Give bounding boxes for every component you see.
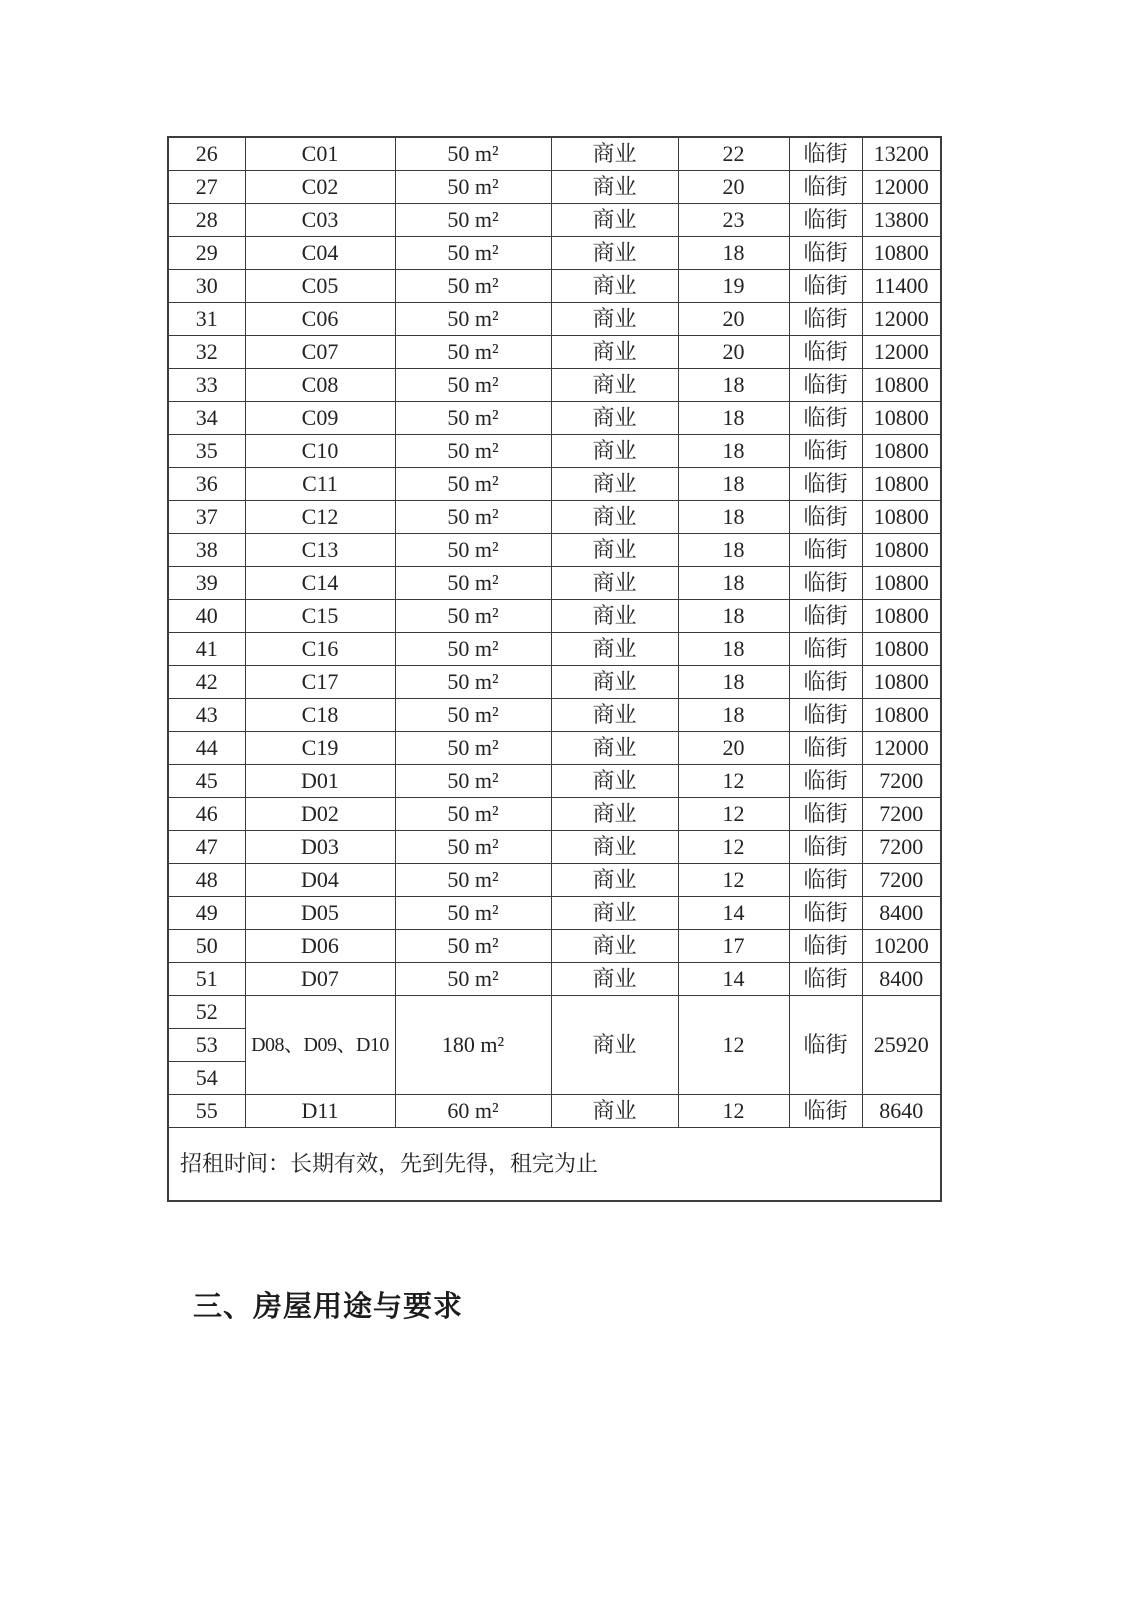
cell-rate: 18 bbox=[678, 402, 789, 435]
cell-no: 55 bbox=[168, 1095, 245, 1128]
cell-street: 临街 bbox=[789, 402, 862, 435]
cell-street: 临街 bbox=[789, 996, 862, 1095]
cell-unit: C13 bbox=[245, 534, 395, 567]
table-row bbox=[168, 600, 941, 633]
table-row bbox=[168, 237, 941, 270]
cell-price: 8640 bbox=[862, 1095, 941, 1128]
cell-price: 10800 bbox=[862, 237, 941, 270]
cell-street: 临街 bbox=[789, 699, 862, 732]
cell-no: 49 bbox=[168, 897, 245, 930]
cell-area: 50 m² bbox=[395, 435, 551, 468]
cell-area: 50 m² bbox=[395, 732, 551, 765]
cell-no: 36 bbox=[168, 468, 245, 501]
cell-type: 商业 bbox=[551, 765, 678, 798]
cell-area: 50 m² bbox=[395, 369, 551, 402]
table-row bbox=[168, 1095, 941, 1128]
cell-no: 54 bbox=[168, 1062, 245, 1095]
cell-no: 29 bbox=[168, 237, 245, 270]
cell-price: 12000 bbox=[862, 732, 941, 765]
cell-area: 50 m² bbox=[395, 699, 551, 732]
cell-price: 10800 bbox=[862, 534, 941, 567]
cell-street: 临街 bbox=[789, 897, 862, 930]
cell-type: 商业 bbox=[551, 864, 678, 897]
cell-street: 临街 bbox=[789, 765, 862, 798]
table-row bbox=[168, 435, 941, 468]
cell-street: 临街 bbox=[789, 732, 862, 765]
cell-rate: 14 bbox=[678, 897, 789, 930]
cell-unit: C11 bbox=[245, 468, 395, 501]
cell-area: 50 m² bbox=[395, 137, 551, 171]
cell-street: 临街 bbox=[789, 336, 862, 369]
cell-area: 50 m² bbox=[395, 237, 551, 270]
cell-area: 50 m² bbox=[395, 270, 551, 303]
table-row bbox=[168, 303, 941, 336]
cell-rate: 18 bbox=[678, 369, 789, 402]
cell-rate: 22 bbox=[678, 137, 789, 171]
cell-rate: 12 bbox=[678, 831, 789, 864]
cell-price: 12000 bbox=[862, 171, 941, 204]
cell-price: 10800 bbox=[862, 666, 941, 699]
cell-no: 42 bbox=[168, 666, 245, 699]
cell-no: 31 bbox=[168, 303, 245, 336]
cell-price: 10800 bbox=[862, 402, 941, 435]
cell-area: 50 m² bbox=[395, 897, 551, 930]
cell-no: 46 bbox=[168, 798, 245, 831]
table-row bbox=[168, 270, 941, 303]
cell-rate: 18 bbox=[678, 501, 789, 534]
cell-type: 商业 bbox=[551, 270, 678, 303]
cell-unit: C18 bbox=[245, 699, 395, 732]
cell-price: 10800 bbox=[862, 468, 941, 501]
cell-unit: D08、D09、D10 bbox=[245, 996, 395, 1095]
table-body bbox=[168, 137, 941, 1128]
cell-type: 商业 bbox=[551, 996, 678, 1095]
cell-price: 7200 bbox=[862, 831, 941, 864]
cell-unit: C07 bbox=[245, 336, 395, 369]
cell-area: 50 m² bbox=[395, 600, 551, 633]
cell-unit: D07 bbox=[245, 963, 395, 996]
section-heading: 三、房屋用途与要求 bbox=[193, 1291, 464, 1323]
cell-street: 临街 bbox=[789, 963, 862, 996]
cell-street: 临街 bbox=[789, 831, 862, 864]
cell-price: 7200 bbox=[862, 798, 941, 831]
cell-area: 50 m² bbox=[395, 171, 551, 204]
table-row bbox=[168, 171, 941, 204]
cell-rate: 18 bbox=[678, 633, 789, 666]
cell-no: 27 bbox=[168, 171, 245, 204]
cell-street: 临街 bbox=[789, 1095, 862, 1128]
cell-street: 临街 bbox=[789, 204, 862, 237]
cell-no: 38 bbox=[168, 534, 245, 567]
table-row bbox=[168, 798, 941, 831]
cell-rate: 12 bbox=[678, 1095, 789, 1128]
cell-unit: D02 bbox=[245, 798, 395, 831]
cell-price: 8400 bbox=[862, 963, 941, 996]
cell-type: 商业 bbox=[551, 402, 678, 435]
cell-price: 11400 bbox=[862, 270, 941, 303]
cell-street: 临街 bbox=[789, 369, 862, 402]
cell-street: 临街 bbox=[789, 237, 862, 270]
table-row bbox=[168, 996, 941, 1029]
cell-unit: C05 bbox=[245, 270, 395, 303]
cell-rate: 12 bbox=[678, 798, 789, 831]
cell-no: 48 bbox=[168, 864, 245, 897]
cell-no: 45 bbox=[168, 765, 245, 798]
cell-price: 7200 bbox=[862, 864, 941, 897]
cell-unit: C16 bbox=[245, 633, 395, 666]
cell-price: 12000 bbox=[862, 303, 941, 336]
table-foot bbox=[168, 1128, 941, 1202]
cell-price: 13800 bbox=[862, 204, 941, 237]
table-row bbox=[168, 897, 941, 930]
cell-type: 商业 bbox=[551, 435, 678, 468]
cell-street: 临街 bbox=[789, 270, 862, 303]
table-row bbox=[168, 666, 941, 699]
table-row bbox=[168, 633, 941, 666]
cell-area: 50 m² bbox=[395, 666, 551, 699]
cell-rate: 20 bbox=[678, 303, 789, 336]
cell-street: 临街 bbox=[789, 600, 862, 633]
cell-price: 10800 bbox=[862, 435, 941, 468]
cell-rate: 18 bbox=[678, 237, 789, 270]
cell-rate: 18 bbox=[678, 534, 789, 567]
cell-unit: C14 bbox=[245, 567, 395, 600]
cell-rate: 20 bbox=[678, 336, 789, 369]
table-row bbox=[168, 204, 941, 237]
cell-price: 8400 bbox=[862, 897, 941, 930]
cell-rate: 18 bbox=[678, 435, 789, 468]
cell-unit: D05 bbox=[245, 897, 395, 930]
cell-unit: C08 bbox=[245, 369, 395, 402]
cell-area: 50 m² bbox=[395, 501, 551, 534]
cell-no: 39 bbox=[168, 567, 245, 600]
cell-street: 临街 bbox=[789, 303, 862, 336]
cell-area: 50 m² bbox=[395, 633, 551, 666]
cell-area: 50 m² bbox=[395, 798, 551, 831]
cell-no: 26 bbox=[168, 137, 245, 171]
cell-no: 28 bbox=[168, 204, 245, 237]
cell-price: 25920 bbox=[862, 996, 941, 1095]
cell-price: 10200 bbox=[862, 930, 941, 963]
cell-rate: 12 bbox=[678, 996, 789, 1095]
cell-area: 50 m² bbox=[395, 864, 551, 897]
table-row bbox=[168, 930, 941, 963]
cell-rate: 18 bbox=[678, 666, 789, 699]
cell-street: 临街 bbox=[789, 171, 862, 204]
cell-no: 53 bbox=[168, 1029, 245, 1062]
rental-listing-table bbox=[167, 136, 942, 1202]
cell-type: 商业 bbox=[551, 633, 678, 666]
cell-price: 10800 bbox=[862, 369, 941, 402]
cell-price: 12000 bbox=[862, 336, 941, 369]
cell-no: 35 bbox=[168, 435, 245, 468]
cell-rate: 20 bbox=[678, 732, 789, 765]
cell-street: 临街 bbox=[789, 534, 862, 567]
cell-unit: C03 bbox=[245, 204, 395, 237]
cell-type: 商业 bbox=[551, 897, 678, 930]
cell-type: 商业 bbox=[551, 798, 678, 831]
cell-area: 50 m² bbox=[395, 468, 551, 501]
cell-no: 51 bbox=[168, 963, 245, 996]
cell-type: 商业 bbox=[551, 930, 678, 963]
cell-rate: 18 bbox=[678, 600, 789, 633]
cell-no: 52 bbox=[168, 996, 245, 1029]
cell-no: 50 bbox=[168, 930, 245, 963]
cell-price: 10800 bbox=[862, 699, 941, 732]
cell-area: 50 m² bbox=[395, 963, 551, 996]
cell-area: 60 m² bbox=[395, 1095, 551, 1128]
cell-type: 商业 bbox=[551, 567, 678, 600]
cell-rate: 20 bbox=[678, 171, 789, 204]
cell-type: 商业 bbox=[551, 831, 678, 864]
cell-unit: D01 bbox=[245, 765, 395, 798]
cell-unit: D06 bbox=[245, 930, 395, 963]
cell-area: 50 m² bbox=[395, 765, 551, 798]
cell-unit: C19 bbox=[245, 732, 395, 765]
cell-unit: C01 bbox=[245, 137, 395, 171]
cell-street: 临街 bbox=[789, 666, 862, 699]
cell-area: 180 m² bbox=[395, 996, 551, 1095]
cell-price: 10800 bbox=[862, 633, 941, 666]
table-row bbox=[168, 534, 941, 567]
cell-type: 商业 bbox=[551, 666, 678, 699]
cell-street: 临街 bbox=[789, 468, 862, 501]
cell-type: 商业 bbox=[551, 501, 678, 534]
cell-price: 7200 bbox=[862, 765, 941, 798]
table-row bbox=[168, 402, 941, 435]
table-row bbox=[168, 369, 941, 402]
cell-unit: C04 bbox=[245, 237, 395, 270]
cell-type: 商业 bbox=[551, 336, 678, 369]
cell-type: 商业 bbox=[551, 699, 678, 732]
cell-price: 13200 bbox=[862, 137, 941, 171]
cell-street: 临街 bbox=[789, 137, 862, 171]
table-row bbox=[168, 567, 941, 600]
table-row bbox=[168, 699, 941, 732]
cell-street: 临街 bbox=[789, 864, 862, 897]
cell-type: 商业 bbox=[551, 204, 678, 237]
cell-unit: C12 bbox=[245, 501, 395, 534]
cell-type: 商业 bbox=[551, 237, 678, 270]
cell-no: 41 bbox=[168, 633, 245, 666]
cell-street: 临街 bbox=[789, 567, 862, 600]
cell-rate: 18 bbox=[678, 567, 789, 600]
cell-no: 43 bbox=[168, 699, 245, 732]
cell-rate: 18 bbox=[678, 468, 789, 501]
cell-no: 37 bbox=[168, 501, 245, 534]
cell-unit: C10 bbox=[245, 435, 395, 468]
table-row bbox=[168, 831, 941, 864]
cell-type: 商业 bbox=[551, 303, 678, 336]
table-row bbox=[168, 336, 941, 369]
cell-unit: D11 bbox=[245, 1095, 395, 1128]
cell-type: 商业 bbox=[551, 137, 678, 171]
cell-no: 30 bbox=[168, 270, 245, 303]
cell-area: 50 m² bbox=[395, 336, 551, 369]
cell-type: 商业 bbox=[551, 468, 678, 501]
table-row bbox=[168, 765, 941, 798]
cell-type: 商业 bbox=[551, 369, 678, 402]
cell-rate: 12 bbox=[678, 864, 789, 897]
cell-unit: D03 bbox=[245, 831, 395, 864]
cell-street: 临街 bbox=[789, 501, 862, 534]
table-footer-row bbox=[168, 1128, 941, 1202]
cell-street: 临街 bbox=[789, 633, 862, 666]
cell-type: 商业 bbox=[551, 171, 678, 204]
table-row bbox=[168, 864, 941, 897]
cell-area: 50 m² bbox=[395, 930, 551, 963]
cell-unit: C17 bbox=[245, 666, 395, 699]
cell-street: 临街 bbox=[789, 798, 862, 831]
cell-no: 40 bbox=[168, 600, 245, 633]
cell-area: 50 m² bbox=[395, 534, 551, 567]
cell-rate: 23 bbox=[678, 204, 789, 237]
cell-area: 50 m² bbox=[395, 567, 551, 600]
cell-no: 47 bbox=[168, 831, 245, 864]
cell-area: 50 m² bbox=[395, 303, 551, 336]
cell-no: 34 bbox=[168, 402, 245, 435]
cell-type: 商业 bbox=[551, 732, 678, 765]
cell-unit: C06 bbox=[245, 303, 395, 336]
cell-unit: C02 bbox=[245, 171, 395, 204]
cell-area: 50 m² bbox=[395, 831, 551, 864]
cell-no: 44 bbox=[168, 732, 245, 765]
cell-rate: 17 bbox=[678, 930, 789, 963]
table-row bbox=[168, 137, 941, 171]
cell-type: 商业 bbox=[551, 963, 678, 996]
footer-note: 招租时间：长期有效，先到先得，租完为止 bbox=[168, 1128, 941, 1202]
cell-type: 商业 bbox=[551, 1095, 678, 1128]
cell-price: 10800 bbox=[862, 567, 941, 600]
cell-no: 33 bbox=[168, 369, 245, 402]
table-row bbox=[168, 501, 941, 534]
cell-area: 50 m² bbox=[395, 204, 551, 237]
cell-unit: D04 bbox=[245, 864, 395, 897]
cell-unit: C09 bbox=[245, 402, 395, 435]
cell-street: 临街 bbox=[789, 930, 862, 963]
cell-rate: 18 bbox=[678, 699, 789, 732]
cell-area: 50 m² bbox=[395, 402, 551, 435]
cell-type: 商业 bbox=[551, 534, 678, 567]
cell-rate: 12 bbox=[678, 765, 789, 798]
cell-price: 10800 bbox=[862, 600, 941, 633]
cell-type: 商业 bbox=[551, 600, 678, 633]
cell-street: 临街 bbox=[789, 435, 862, 468]
cell-price: 10800 bbox=[862, 501, 941, 534]
cell-rate: 14 bbox=[678, 963, 789, 996]
cell-unit: C15 bbox=[245, 600, 395, 633]
cell-rate: 19 bbox=[678, 270, 789, 303]
table-row bbox=[168, 468, 941, 501]
cell-no: 32 bbox=[168, 336, 245, 369]
table-row bbox=[168, 963, 941, 996]
table-row bbox=[168, 732, 941, 765]
